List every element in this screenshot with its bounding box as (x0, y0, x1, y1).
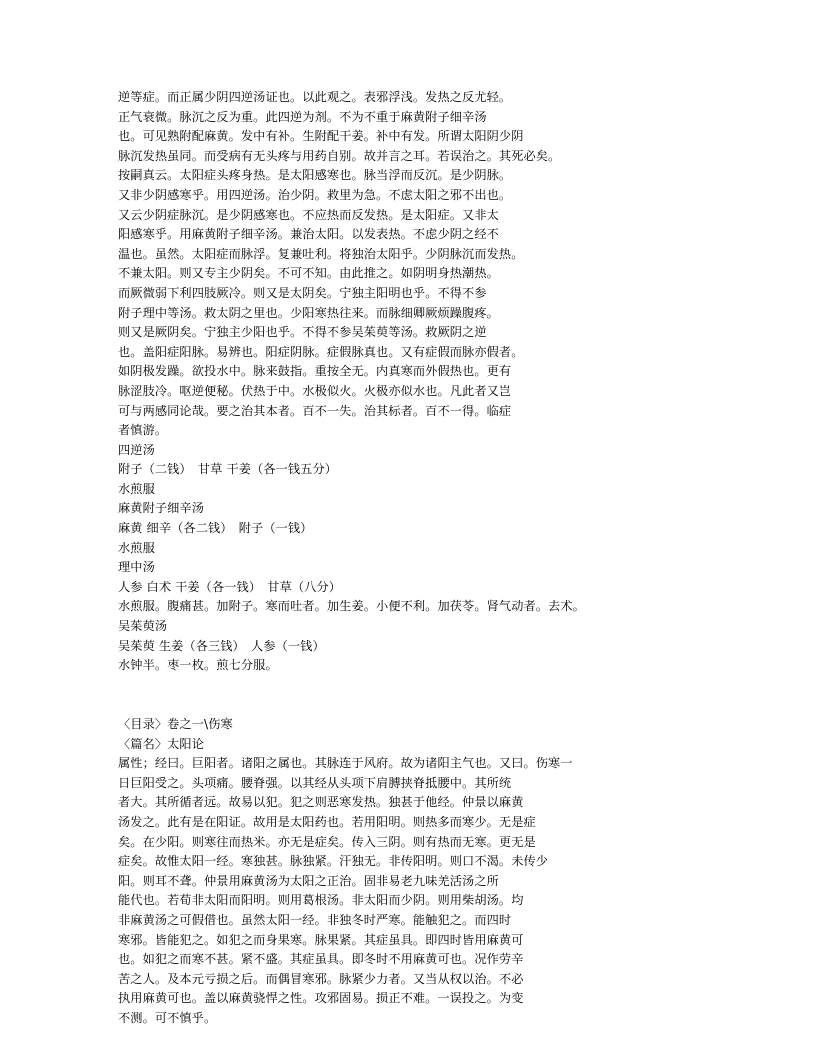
text-line: 可与两感同论哉。要之治其本者。百不一失。治其标者。百不一得。临症 (118, 403, 512, 418)
text-line: 温也。虽然。太阳症而脉浮。复兼吐利。将独治太阳乎。少阴脉沉而发热。 (118, 246, 524, 261)
formula-preparation: 水煎服。腹痛甚。加附子。寒而吐者。加生姜。小便不利。加茯苓。肾气动者。去术。 (118, 599, 585, 614)
formula-ingredients: 吴茱萸 生姜（各三钱） 人参（一钱） (118, 638, 325, 653)
formula-ingredients: 人参 白术 干姜（各一钱） 甘草（八分） (118, 579, 342, 594)
text-line: 寒邪。皆能犯之。如犯之而身果寒。脉果紧。其症虽具。即四时皆用麻黄可 (118, 932, 524, 947)
text-line: 脉沉发热虽同。而受病有无头疼与用药自别。故并言之耳。若误治之。其死必矣。 (118, 148, 561, 163)
text-line: 不测。可不慎乎。 (118, 1010, 217, 1025)
text-line: 正气衰微。脉沉之反为重。此四逆为剂。不为不重于麻黄附子细辛汤 (118, 109, 487, 124)
text-line: 附子理中等汤。救太阴之里也。少阳寒热往来。而脉细卿厥烦躁腹疼。 (118, 305, 499, 320)
blank-line (118, 676, 720, 696)
text-line: 而厥微弱下利四肢厥冷。则又是太阴矣。宁独主阳明也乎。不得不参 (118, 285, 487, 300)
text-line: 也。盖阳症阳脉。易辨也。阳症阴脉。症假脉真也。又有症假而脉亦假者。 (118, 344, 524, 359)
text-line: 苦之人。及本元亏损之后。而偶冒寒邪。脉紧少力者。又当从权以治。不必 (118, 971, 524, 986)
text-line: 汤发之。此有是在阳证。故用是太阳药也。若用阳明。则热多而寒少。无是症 (118, 814, 536, 829)
blank-line (118, 695, 720, 715)
text-line: 则又是厥阴矣。宁独主少阳也乎。不得不参吴茱萸等汤。救厥阴之逆 (118, 325, 487, 340)
text-line: 非麻黄汤之可假借也。虽然太阳一经。非独冬时严寒。能触犯之。而四时 (118, 912, 512, 927)
text-line: 如阴极发躁。欲投水中。脉来鼓指。重按全无。内真寒而外假热也。更有 (118, 364, 512, 379)
formula-heading: 麻黄附子细辛汤 (118, 501, 205, 516)
formula-heading: 吴茱萸汤 (118, 619, 168, 634)
text-line: 执用麻黄可也。盖以麻黄骁悍之性。攻邪固易。损正不难。一误投之。为变 (118, 991, 524, 1006)
text-line: 者慎游。 (118, 423, 168, 438)
catalog-marker: 〈目录〉卷之一\伤寒 (118, 717, 233, 731)
document-body (118, 88, 720, 1029)
text-line: 属性；经曰。巨阳者。诸阳之属也。其脉连于风府。故为诸阳主气也。又曰。伤寒一 (118, 756, 573, 771)
formula-preparation: 水煎服 (118, 540, 155, 555)
text-line: 也。如犯之而寒不甚。紧不盛。其症虽具。即冬时不用麻黄可也。况作劳辛 (118, 952, 524, 967)
formula-ingredients: 附子（二钱） 甘草 干姜（各一钱五分） (118, 462, 338, 477)
chapter-marker: 〈篇名〉太阳论 (118, 736, 205, 751)
formula-ingredients: 麻黄 细辛（各二钱） 附子（一钱） (118, 521, 313, 536)
formula-heading: 四逆汤 (118, 442, 155, 457)
text-line: 又云少阴症脉沉。是少阴感寒也。不应热而反发热。是太阳症。又非太 (118, 207, 499, 222)
text-line: 脉涩肢冷。呕逆便秘。伏热于中。水极似火。火极亦似水也。凡此者又岂 (118, 383, 512, 398)
formula-preparation: 水煎服 (118, 481, 155, 496)
text-line: 矣。在少阳。则寒往而热米。亦无是症矣。传入三阴。则有热而无寒。更无是 (118, 834, 536, 849)
text-line: 日巨阳受之。头项痛。腰脊强。以其经从头项下肩膊挟脊抵腰中。其所统 (118, 775, 512, 790)
text-line: 又非少阴感寒乎。用四逆汤。治少阴。救里为急。不虑太阳之邪不出也。 (118, 187, 512, 202)
text-line: 症矣。故惟太阳一经。寒独甚。脉独紧。汗独无。非传阳明。则口不渴。未传少 (118, 854, 549, 869)
text-line: 能代也。若荀非太阳而阳明。则用葛根汤。非太阳而少阴。则用柴胡汤。均 (118, 893, 524, 908)
text-line: 者大。其所循者远。故易以犯。犯之则恶寒发热。独甚于他经。仲景以麻黄 (118, 795, 524, 810)
formula-preparation: 水钟半。枣一枚。煎七分服。 (118, 658, 278, 673)
formula-heading: 理中汤 (118, 560, 155, 575)
text-line: 也。可见熟附配麻黄。发中有补。生附配干姜。补中有发。所谓太阳阴少阴 (118, 129, 524, 144)
text-line: 阳。则耳不聋。仲景用麻黄汤为太阳之正治。固非易老九味羌活汤之所 (118, 873, 499, 888)
text-line: 逆等症。而正属少阴四逆汤证也。以此观之。表邪浮浅。发热之反尤轻。 (118, 90, 512, 104)
text-line: 按嗣真云。太阳症头疼身热。是太阳感寒也。脉当浮而反沉。是少阴脉。 (118, 168, 512, 183)
text-line: 阳感寒乎。用麻黄附子细辛汤。兼治太阳。以发表热。不虑少阴之经不 (118, 227, 499, 242)
text-line: 不兼太阳。则又专主少阴矣。不可不知。由此推之。如阴明身热潮热。 (118, 266, 499, 281)
